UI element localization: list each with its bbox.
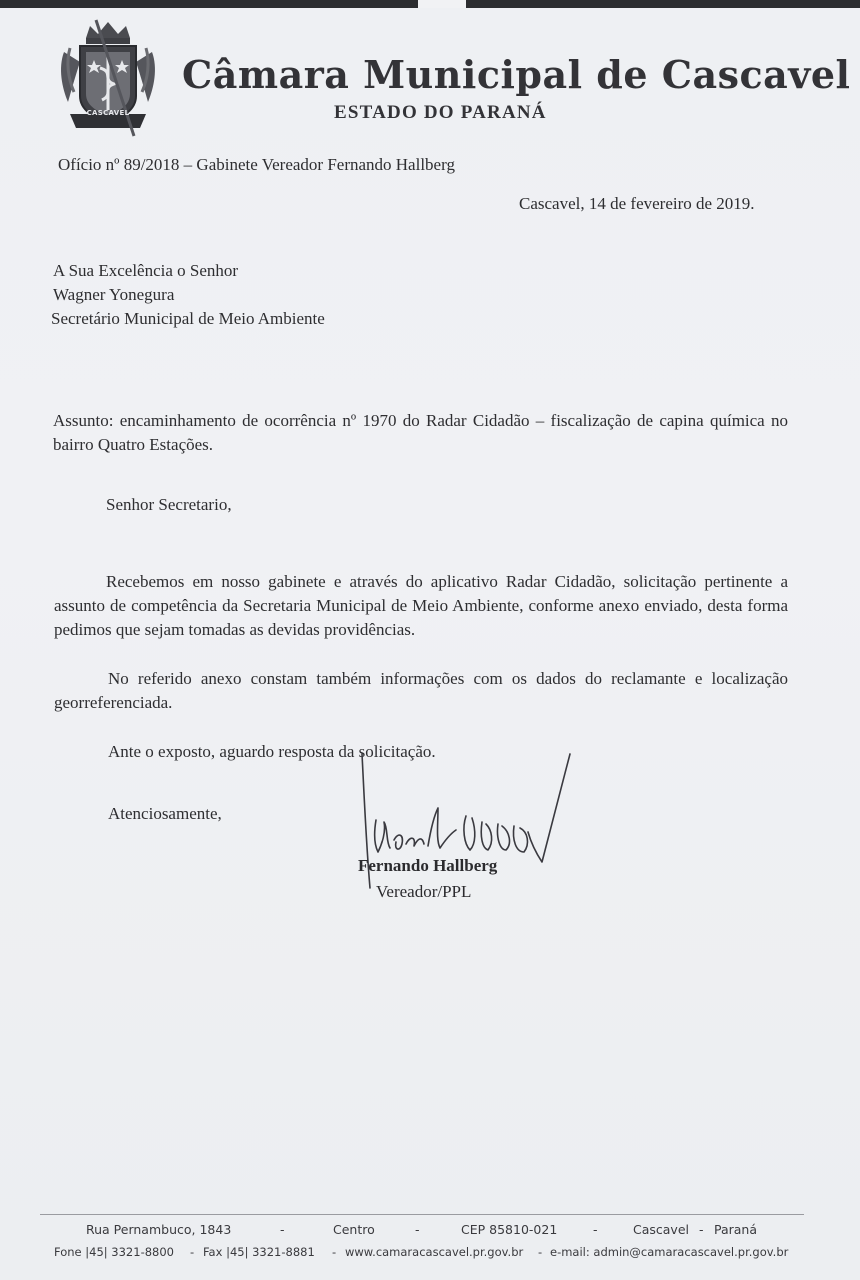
signer-name: Fernando Hallberg xyxy=(358,856,498,875)
footer-sep-6: - xyxy=(332,1245,337,1259)
body-paragraph-1: Recebemos em nosso gabinete e através do aplicativo Radar Cidadão, solicitação pertinente a assunto de competência da Secretaria Municipal de Meio Ambiente, conforme anexo enviado, desta forma pedimos que sejam tomadas as devidas providências. xyxy=(54,572,788,639)
footer-email[interactable]: e-mail: admin@camaracascavel.pr.gov.br xyxy=(550,1245,789,1259)
footer-sep-4: - xyxy=(699,1222,704,1237)
recipient-name: Wagner Yonegura xyxy=(53,285,175,304)
closing: Atenciosamente, xyxy=(108,804,222,823)
footer-fax: Fax |45| 3321-8881 xyxy=(203,1245,315,1259)
footer-sep-1: - xyxy=(280,1222,285,1237)
footer-cep: CEP 85810-021 xyxy=(461,1222,558,1237)
footer-state: Paraná xyxy=(714,1222,758,1237)
footer-sep-2: - xyxy=(415,1222,420,1237)
institution-title: Câmara Municipal de Cascavel xyxy=(182,52,851,97)
signer-role: Vereador/PPL xyxy=(376,882,472,901)
recipient-line-1: A Sua Excelência o Senhor xyxy=(53,261,239,280)
footer-city: Cascavel xyxy=(633,1222,689,1237)
footer-website[interactable]: www.camaracascavel.pr.gov.br xyxy=(345,1245,524,1259)
document-date: Cascavel, 14 de fevereiro de 2019. xyxy=(519,194,755,213)
document-reference: Ofício nº 89/2018 – Gabinete Vereador Fernando Hallberg xyxy=(58,155,455,174)
coat-of-arms-icon xyxy=(56,18,160,138)
footer-street: Rua Pernambuco, 1843 xyxy=(86,1222,232,1237)
body-paragraph-3: Ante o exposto, aguardo resposta da solicitação. xyxy=(108,742,436,761)
footer-district: Centro xyxy=(333,1222,375,1237)
crest-ribbon-text: CASCAVEL xyxy=(86,109,130,117)
salutation: Senhor Secretario, xyxy=(106,495,232,514)
institution-subtitle: ESTADO DO PARANÁ xyxy=(334,102,547,123)
footer-divider xyxy=(40,1214,804,1215)
recipient-title: Secretário Municipal de Meio Ambiente xyxy=(51,309,325,328)
body-paragraph-2: No referido anexo constam também informações com os dados do reclamante e localização georreferenciada. xyxy=(54,669,788,712)
footer-sep-3: - xyxy=(593,1222,598,1237)
footer-sep-7: - xyxy=(538,1245,543,1259)
footer-sep-5: - xyxy=(190,1245,195,1259)
top-edge-band xyxy=(0,0,860,8)
subject-paragraph: Assunto: encaminhamento de ocorrência nº 1970 do Radar Cidadão – fiscalização de capina química no bairro Quatro Estações. xyxy=(53,411,788,454)
footer-phone: Fone |45| 3321-8800 xyxy=(54,1245,174,1259)
